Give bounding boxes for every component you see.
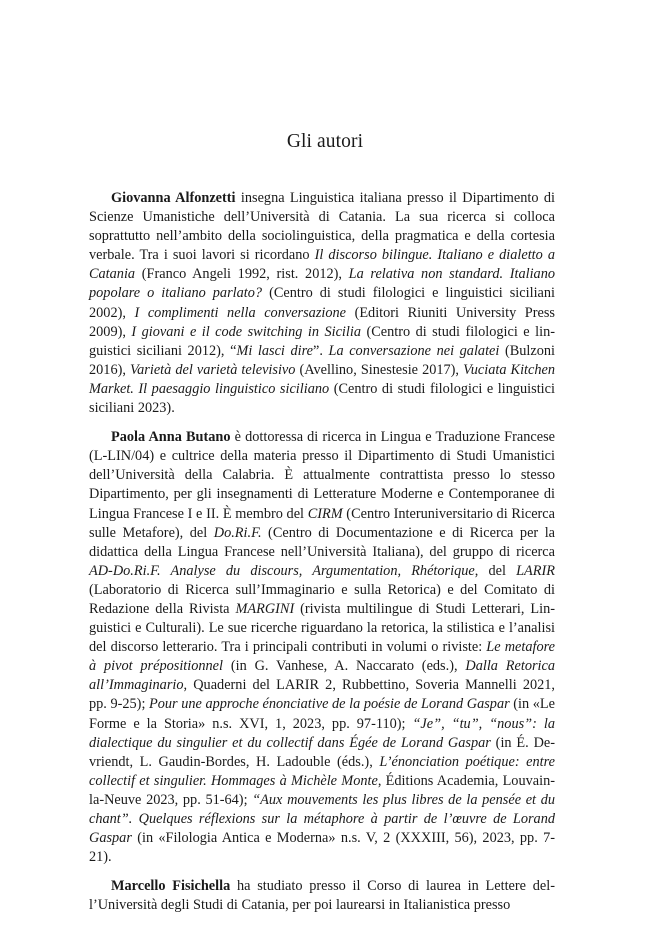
author-name: Marcello Fisichella: [111, 878, 231, 895]
work-title: AD-Do.Ri.F. Analyse du discours, Argumentation, Rhétorique: [89, 562, 475, 579]
work-title: Pour une approche énonciative de la poésie de Lorand Gaspar: [149, 696, 510, 713]
bio-text: (in G. Vanhese, A. Naccarato (eds.),: [223, 658, 466, 675]
work-title: Mi lasci dire: [236, 342, 313, 359]
author-bios: [89, 189, 555, 925]
bio-text: (Centro di studi filologici e linguistici siciliani 2023).: [89, 380, 555, 417]
work-title: L’énonciation poétique: entre collectif et singulier. Hommages à Michèle Monte: [89, 753, 555, 789]
bio-text: (in «Filologia Antica e Moderna» n.s. V, 2 (XXXIII, 56), 2023, pp. 7-21).: [89, 830, 555, 866]
work-title: “Aux mouvements les plus libres de la pensée et du chant”. Quelques réflexions sur la métaphore à partir de l’œuvre de Lorand Gaspar: [89, 791, 555, 847]
work-title: Le metafore à pivot prépositionnel: [89, 639, 555, 675]
bio-text: (Avellino, Sinestesie 2017),: [295, 361, 464, 378]
work-title: Varietà del varietà televisivo: [130, 361, 296, 378]
work-title: Il discorso bilingue. Italiano e dialetto a Catania: [89, 247, 555, 283]
bio-text: (Centro di studi filologici e linguistici siciliani 2012), “: [89, 323, 555, 359]
bio-text: (Franco Angeli 1992, rist. 2012),: [135, 266, 349, 283]
bio-text: , del: [474, 562, 517, 579]
bio-text: (Centro di Documentazione e di Ricerca per la didattica della Lingua Francese nell’Università Italiana), del gruppo di ricerca: [89, 524, 556, 560]
bio-text: (Centro Interuniversitario di Ricerca sulle Metafore), del: [89, 505, 555, 541]
bio-text: ”.: [313, 342, 329, 359]
work-title: “Je”, “tu”, “nous”: la dialectique du singulier et du collectif dans Égée de Lorand Gaspar: [89, 715, 555, 751]
author-bio: [89, 877, 555, 915]
bio-text: (in «Le Forme e la Storia» n.s. XVI, 1, 2023, pp. 97-110);: [89, 696, 555, 732]
bio-text: insegna Linguistica italiana presso il Dipartimento di Scienze Umanistiche dell’Università di Catania. La sua ricerca si colloca soprattutto nell’ambito della sociolinguistica, della pragmatica e della cortesia verbale. Tra i suoi lavori si ricordano: [89, 190, 555, 264]
bio-text: , Éditions Academia, Louvain-la-Neuve 2023, pp. 51-64);: [89, 772, 555, 808]
work-title: CIRM: [307, 505, 343, 522]
bio-text: (Laboratorio di Ricerca sull’Immaginario e sulla Retorica) e del Comitato di Redazione della Rivista: [89, 581, 555, 617]
author-bio: [89, 428, 555, 867]
work-title: La conversazione nei galatei: [328, 342, 500, 359]
work-title: MARGINI: [235, 600, 295, 617]
bio-text: (Centro di studi filologici e linguistici siciliani 2002),: [89, 285, 556, 321]
author-name: Paola Anna Butano: [111, 429, 231, 446]
bio-text: , Quaderni del LARIR 2, Rubbettino, Soveria Mannelli 2021, pp. 9-25);: [89, 677, 555, 713]
work-title: LARIR: [516, 562, 555, 579]
bio-text: (Bulzoni 2016),: [89, 342, 555, 378]
page-title: Gli autori: [286, 131, 364, 152]
work-title: Vuciata Kitchen Market. Il paesaggio linguistico siciliano: [89, 361, 556, 397]
work-title: I giovani e il code switching in Sicilia: [131, 323, 361, 340]
work-title: Do.Ri.F.: [213, 524, 262, 541]
bio-text: ha studiato presso il Corso di laurea in Lettere dell’Università degli Studi di Catania, per poi laurearsi in Italianistica presso: [89, 878, 555, 914]
bio-text: (in É. Devriendt, L. Gaudin-Bordes, H. Ladouble (éds.),: [89, 734, 555, 770]
bio-text: (Editori Riuniti University Press 2009),: [89, 304, 555, 340]
author-bio: [89, 189, 555, 418]
work-title: I complimenti nella conversazione: [134, 304, 346, 321]
bio-text: (rivista multilingue di Studi Letterari, Linguistici e Culturali). Le sue ricerche riguardano la retorica, la stilistica e l’analisi del discorso letterario. Tra i principali contributi in volumi o riviste:: [89, 600, 555, 656]
bio-text: è dottoressa di ricerca in Lingua e Traduzione Francese (L-LIN/04) e cultrice della materia presso il Dipartimento di Studi Umanistici dell’Università della Calabria. È attualmente contrattista presso lo stesso Dipartimento, per gli insegnamenti di Letterature Moderne e Contemporanee di Lingua Francese I e II. È membro del: [89, 429, 555, 522]
work-title: La relativa non standard. Italiano popolare o italiano parlato?: [89, 266, 555, 302]
author-name: Giovanna Alfonzetti: [111, 190, 236, 206]
work-title: Dalla Retorica all’Immaginario: [89, 658, 556, 694]
